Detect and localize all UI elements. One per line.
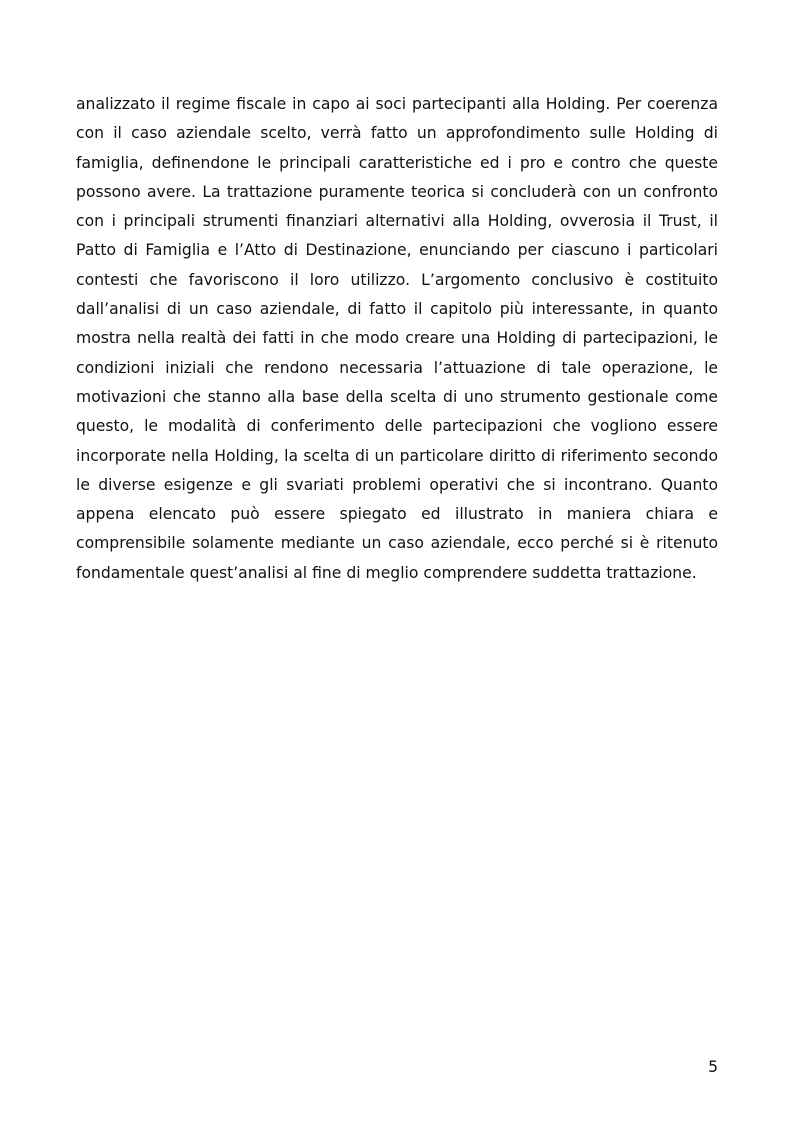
body-paragraph: analizzato il regime fiscale in capo ai soci partecipanti alla Holding. Per coerenza con il caso aziendale scelto, verrà fatto un approfondimento sulle Holding di famiglia, definendone le principali caratteristiche ed i pro e contro che queste possono avere. La trattazione puramente teorica si concluderà con un confronto con i principali strumenti finanziari alternativi alla Holding, ovverosia il Trust, il Patto di Famiglia e l’Atto di Destinazione, enunciando per ciascuno i particolari contesti che favoriscono il loro utilizzo. L’argomento conclusivo è costituito dall’analisi di un caso aziendale, di fatto il capitolo più interessante, in quanto mostra nella realtà dei fatti in che modo creare una Holding di partecipazioni, le condizioni iniziali che rendono necessaria l’attuazione di tale operazione, le motivazioni che stanno alla base della scelta di uno strumento gestionale come questo, le modalità di conferimento delle partecipazioni che vogliono essere incorporate nella Holding, la scelta di un particolare diritto di riferimento secondo le diverse esigenze e gli svariati problemi operativi che si incontrano. Quanto appena elencato può essere spiegato ed illustrato in maniera chiara e comprensibile solamente mediante un caso aziendale, ecco perché si è ritenuto fondamentale quest’analisi al fine di meglio comprendere suddetta trattazione. — [76, 95, 718, 582]
page-number: 5 — [708, 1058, 718, 1076]
